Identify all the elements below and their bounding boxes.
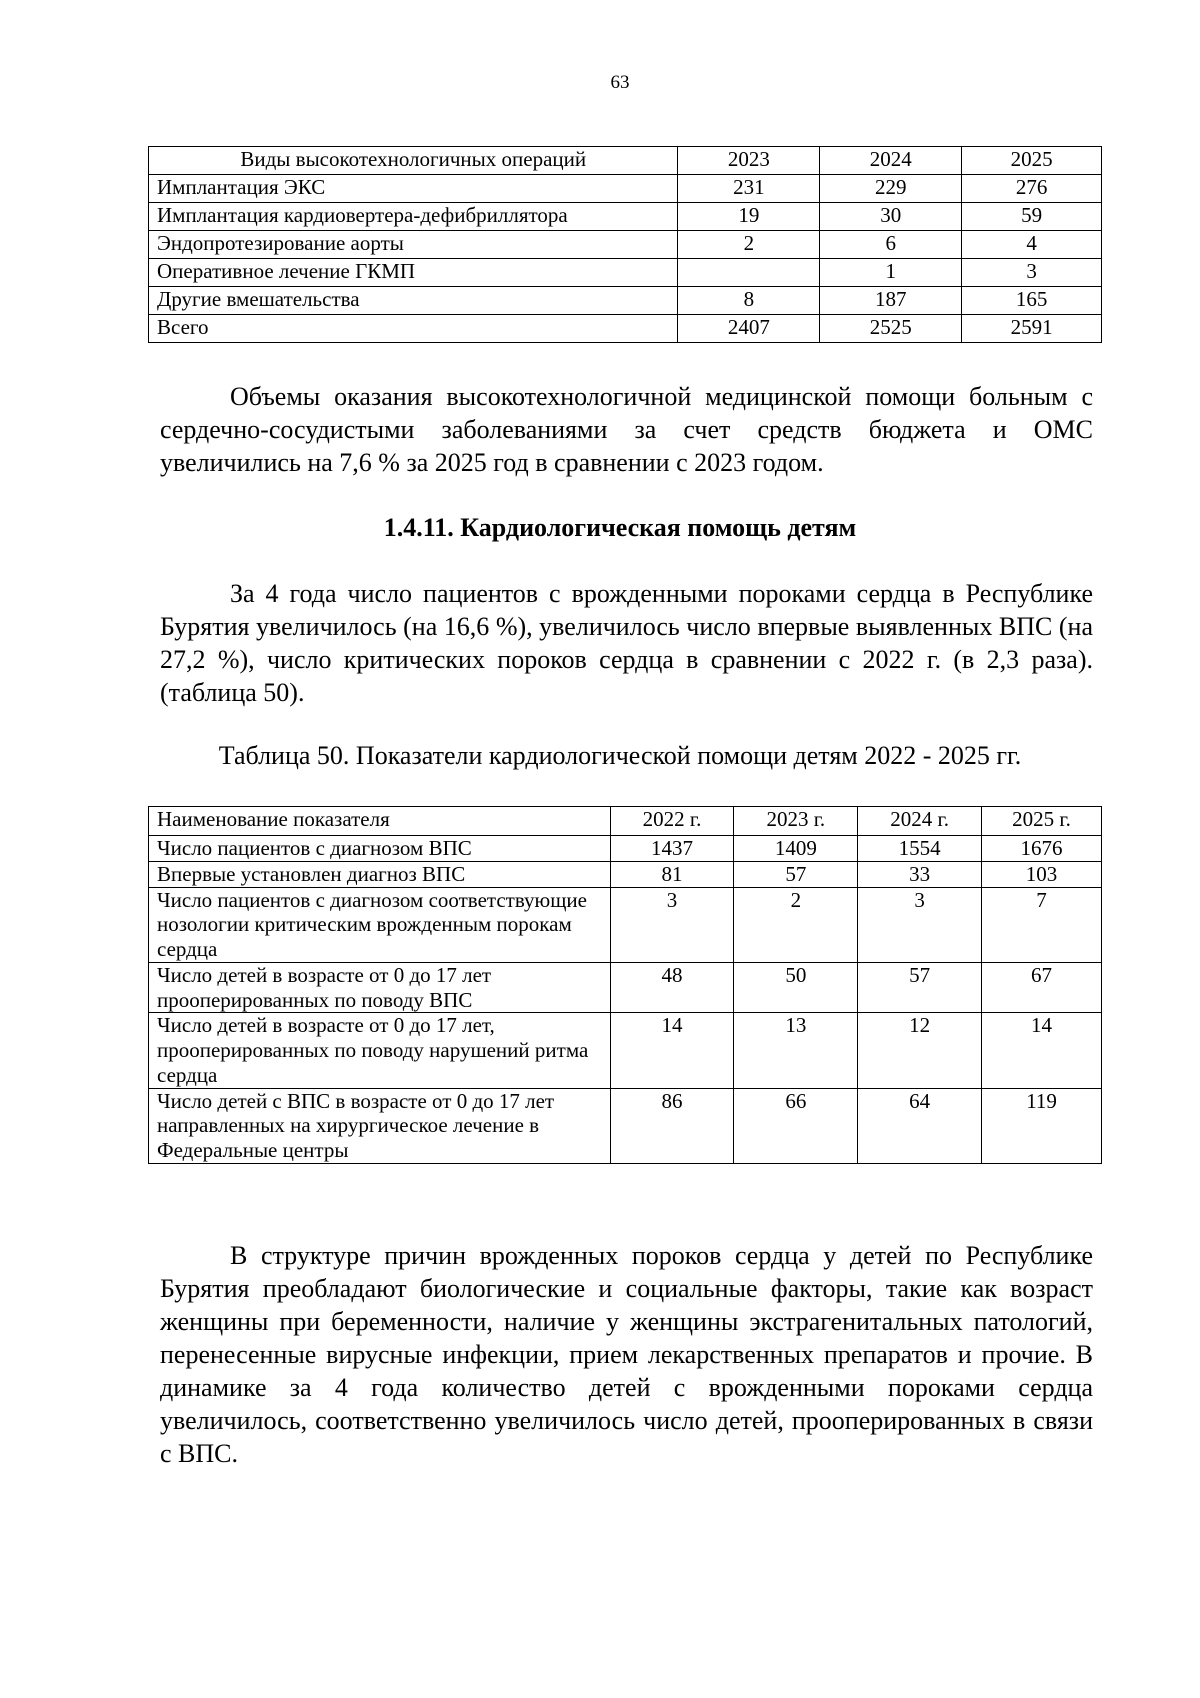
- table-cell: 2: [678, 231, 820, 259]
- table-header-cell: 2023 г.: [734, 807, 858, 836]
- table-cell: 81: [610, 861, 734, 887]
- table-cell: Оперативное лечение ГКМП: [149, 259, 678, 287]
- table-header-cell: 2025: [962, 147, 1102, 175]
- table-header-cell: 2023: [678, 147, 820, 175]
- table-cell: 231: [678, 175, 820, 203]
- table-cell: 8: [678, 287, 820, 315]
- table-cell: 57: [734, 861, 858, 887]
- table-cell: Число детей в возрасте от 0 до 17 лет прооперированных по поводу ВПС: [149, 962, 611, 1013]
- table-cell: [678, 259, 820, 287]
- table-cell: Число детей с ВПС в возрасте от 0 до 17 лет направленных на хирургическое лечение в Федеральные центры: [149, 1088, 611, 1163]
- table-cell: Имплантация кардиовертера-дефибриллятора: [149, 203, 678, 231]
- table-cell: 4: [962, 231, 1102, 259]
- table-cell: 2407: [678, 315, 820, 343]
- table-row: [149, 259, 1102, 287]
- table-header-cell: Наименование показателя: [149, 807, 611, 836]
- table-cell: 3: [962, 259, 1102, 287]
- table-cell: 2591: [962, 315, 1102, 343]
- table-cell: 3: [610, 887, 734, 962]
- table-header-cell: 2022 г.: [610, 807, 734, 836]
- table-cell: 14: [982, 1013, 1102, 1088]
- table-cell: Число детей в возрасте от 0 до 17 лет, прооперированных по поводу нарушений ритма сердца: [149, 1013, 611, 1088]
- table-cell: 66: [734, 1088, 858, 1163]
- table-row: [149, 887, 1102, 962]
- table-cell: 103: [982, 861, 1102, 887]
- table-cell: 7: [982, 887, 1102, 962]
- table-cell: 1554: [858, 836, 982, 862]
- table-cell: 67: [982, 962, 1102, 1013]
- high-tech-operations-table: [148, 146, 1102, 343]
- table-cell: 50: [734, 962, 858, 1013]
- table-cell: 14: [610, 1013, 734, 1088]
- table-row: [149, 836, 1102, 862]
- paragraph-congenital-defects: За 4 года число пациентов с врожденными пороками сердца в Республике Бурятия увеличилось (на 16,6 %), увеличилось число впервые выявленных ВПС (на 27,2 %), число критических пороков сердца в сравнении с 2022 г. (в 2,3 раза). (таблица 50).: [160, 579, 1093, 707]
- table-header-cell: 2024: [820, 147, 962, 175]
- table-cell: Число пациентов с диагнозом ВПС: [149, 836, 611, 862]
- table-cell: 2: [734, 887, 858, 962]
- table-header-cell: 2024 г.: [858, 807, 982, 836]
- table-cell: 1676: [982, 836, 1102, 862]
- table-cell: 48: [610, 962, 734, 1013]
- table-row: [149, 861, 1102, 887]
- table-row: [149, 962, 1102, 1013]
- table-cell: 2525: [820, 315, 962, 343]
- table-row-total: [149, 315, 1102, 343]
- table-cell: 276: [962, 175, 1102, 203]
- table-cell: 187: [820, 287, 962, 315]
- table-cell: Всего: [149, 315, 678, 343]
- table-cell: 119: [982, 1088, 1102, 1163]
- table-cell: 1: [820, 259, 962, 287]
- table-cell: 59: [962, 203, 1102, 231]
- section-heading: 1.4.11. Кардиологическая помощь детям: [383, 513, 857, 542]
- table-row: [149, 203, 1102, 231]
- table-cell: 1437: [610, 836, 734, 862]
- pediatric-cardiology-table: [148, 806, 1102, 1164]
- paragraph-volumes: Объемы оказания высокотехнологичной медицинской помощи больным с сердечно-сосудистыми заболеваниями за счет средств бюджета и ОМС увеличились на 7,6 % за 2025 год в сравнении с 2023 годом.: [160, 382, 1093, 477]
- table-caption: Таблица 50. Показатели кардиологической помощи детям 2022 - 2025 гг.: [218, 741, 1022, 770]
- table-cell: Имплантация ЭКС: [149, 175, 678, 203]
- table-cell: 165: [962, 287, 1102, 315]
- table-cell: Другие вмешательства: [149, 287, 678, 315]
- table-row: [149, 175, 1102, 203]
- table-row: [149, 1013, 1102, 1088]
- table-header-cell: Виды высокотехнологичных операций: [149, 147, 678, 175]
- table-header-cell: 2025 г.: [982, 807, 1102, 836]
- table-cell: 30: [820, 203, 962, 231]
- table-row: [149, 1088, 1102, 1163]
- table-header-row: [149, 807, 1102, 836]
- table-cell: 13: [734, 1013, 858, 1088]
- table-row: [149, 287, 1102, 315]
- table-cell: Эндопротезирование аорты: [149, 231, 678, 259]
- table-cell: Число пациентов с диагнозом соответствующие нозологии критическим врожденным порокам сердца: [149, 887, 611, 962]
- table-header-row: [149, 147, 1102, 175]
- table-cell: 19: [678, 203, 820, 231]
- table-cell: 64: [858, 1088, 982, 1163]
- table-cell: 1409: [734, 836, 858, 862]
- page-number: 63: [610, 72, 630, 93]
- table-cell: 3: [858, 887, 982, 962]
- table-cell: 229: [820, 175, 962, 203]
- table-cell: Впервые установлен диагноз ВПС: [149, 861, 611, 887]
- table-cell: 86: [610, 1088, 734, 1163]
- table-cell: 57: [858, 962, 982, 1013]
- table-cell: 33: [858, 861, 982, 887]
- paragraph-causes: В структуре причин врожденных пороков сердца у детей по Республике Бурятия преобладают биологические и социальные факторы, такие как возраст женщины при беременности, наличие у женщины экстрагенитальных патологий, перенесенные вирусные инфекции, прием лекарственных препаратов и прочие. В динамике за 4 года количество детей с врожденными пороками сердца увеличилось, соответственно увеличилось число детей, прооперированных в связи с ВПС.: [160, 1241, 1093, 1468]
- table-cell: 12: [858, 1013, 982, 1088]
- table-row: [149, 231, 1102, 259]
- table-cell: 6: [820, 231, 962, 259]
